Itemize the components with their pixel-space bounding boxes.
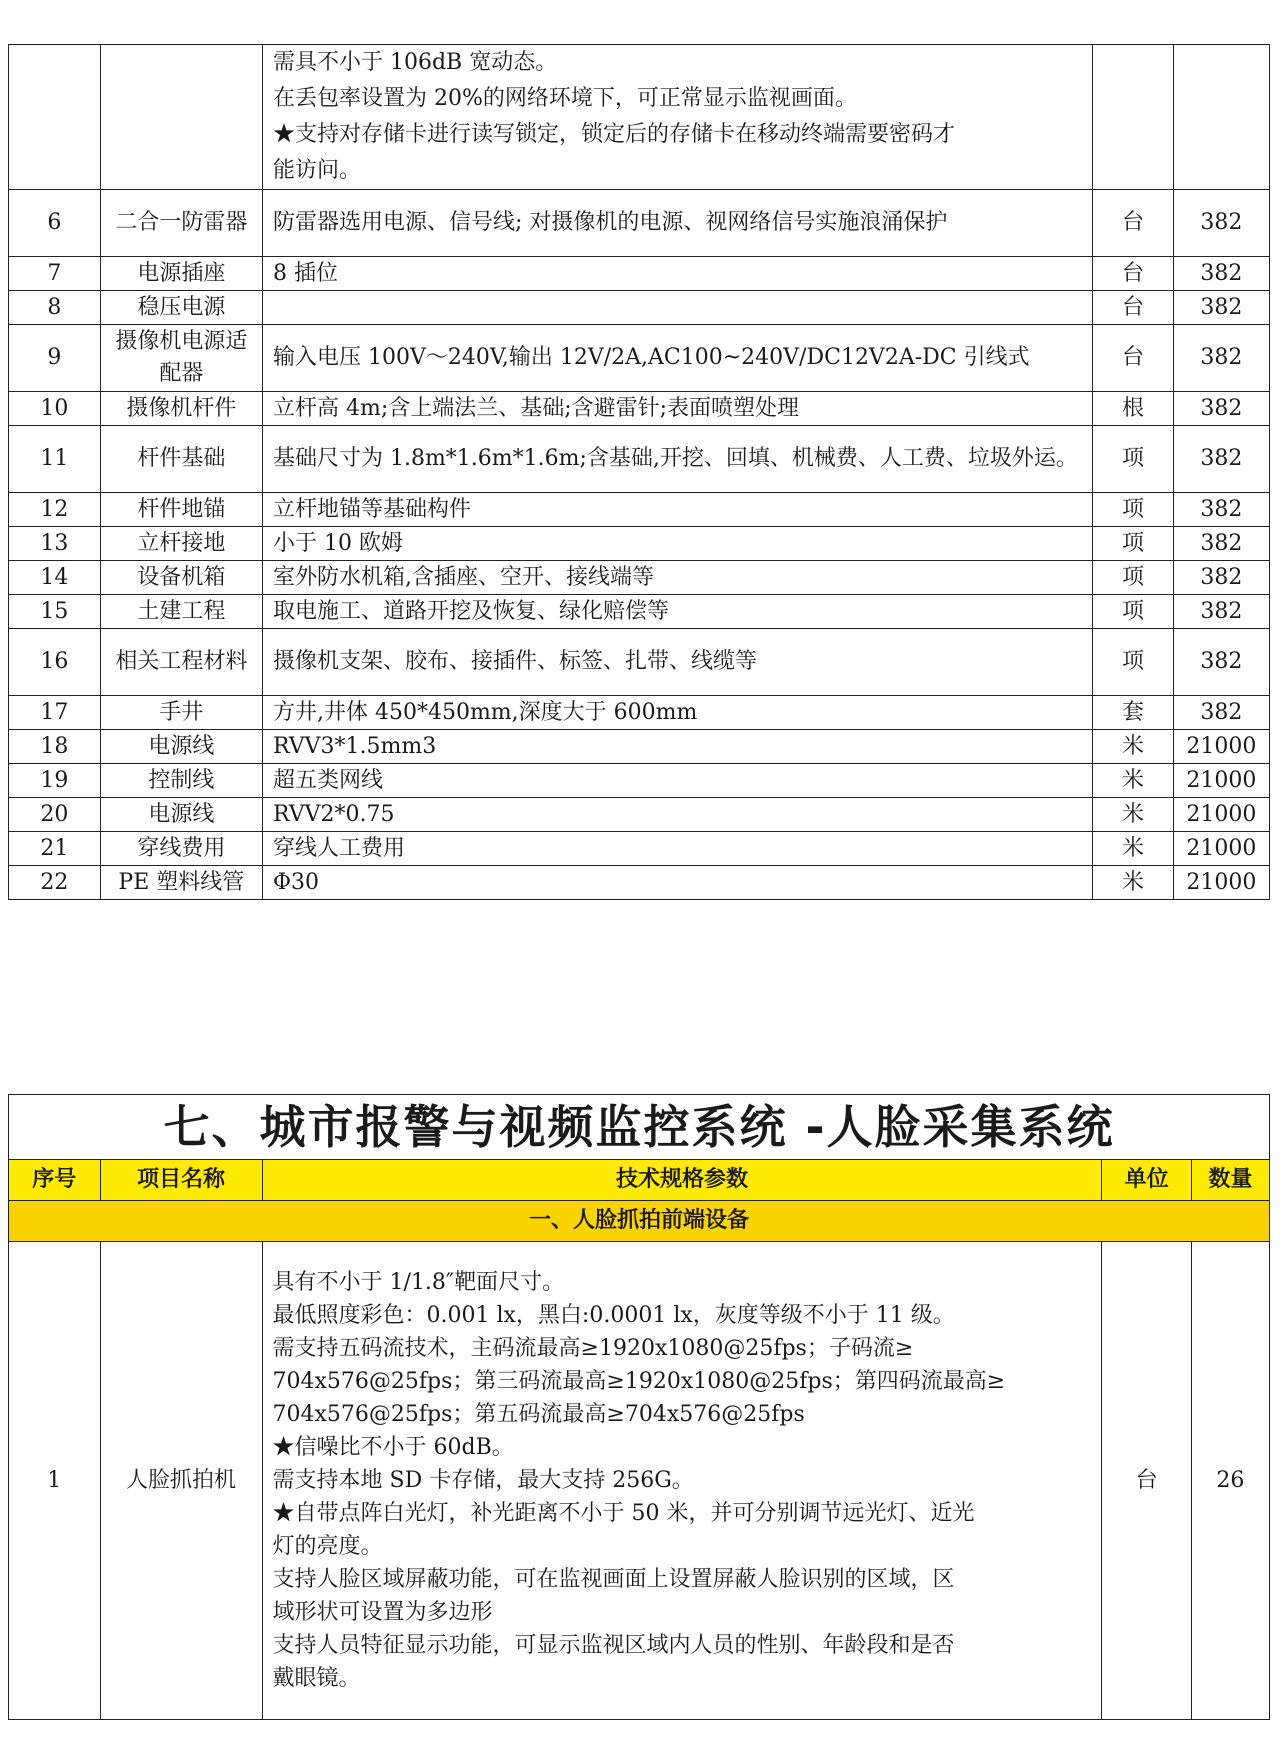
- cell-qty: 26: [1191, 1242, 1269, 1720]
- cell-no: 18: [9, 730, 101, 764]
- spec-line: 需支持本地 SD 卡存储，最大支持 256G。: [272, 1468, 694, 1493]
- cell-unit: 项: [1093, 629, 1174, 696]
- cell-spec: [262, 291, 1092, 325]
- cell-spec: 小于 10 欧姆: [262, 527, 1092, 561]
- cell-qty: 21000: [1173, 832, 1269, 866]
- cell-unit: 米: [1093, 866, 1174, 900]
- cell-no: 12: [9, 493, 101, 527]
- cell-unit: 米: [1093, 798, 1174, 832]
- table-row: [9, 291, 1270, 325]
- spec-line: 能访问。: [272, 158, 361, 183]
- spec-line: 需具不小于 106dB 宽动态。: [272, 50, 558, 75]
- spec-line: 灯的亮度。: [272, 1534, 383, 1559]
- cell-no: 6: [9, 190, 101, 257]
- cell-no: 13: [9, 527, 101, 561]
- cell-unit: 项: [1093, 527, 1174, 561]
- table-row: [9, 190, 1270, 257]
- spec-line: 704x576@25fps；第五码流最高≥704x576@25fps: [272, 1402, 805, 1427]
- subsection-title: 一、人脸抓拍前端设备: [9, 1201, 1270, 1242]
- cell-no: 9: [9, 325, 101, 392]
- cell-unit: 项: [1093, 595, 1174, 629]
- cell-no: 22: [9, 866, 101, 900]
- cell-spec: 方井,井体 450*450mm,深度大于 600mm: [262, 696, 1092, 730]
- cell-qty: 382: [1173, 629, 1269, 696]
- table-row: [9, 1242, 1270, 1720]
- cell-qty: 382: [1173, 561, 1269, 595]
- table-row: [9, 832, 1270, 866]
- cell-name: 穿线费用: [100, 832, 262, 866]
- cell-qty: 382: [1173, 325, 1269, 392]
- cell-qty: 382: [1173, 696, 1269, 730]
- cell-no: 8: [9, 291, 101, 325]
- cell-no: [9, 45, 101, 190]
- cell-name: 立杆接地: [100, 527, 262, 561]
- spec-line: 支持人员特征显示功能，可显示监视区域内人员的性别、年龄段和是否: [272, 1633, 955, 1658]
- cell-name: 杆件地锚: [100, 493, 262, 527]
- cell-no: 7: [9, 257, 101, 291]
- cell-unit: 台: [1093, 257, 1174, 291]
- cell-name: 杆件基础: [100, 426, 262, 493]
- cell-name: 手井: [100, 696, 262, 730]
- cell-name: 稳压电源: [100, 291, 262, 325]
- cell-spec: 超五类网线: [262, 764, 1092, 798]
- cell-unit: 米: [1093, 730, 1174, 764]
- spec-line: 最低照度彩色：0.001 lx，黑白:0.0001 lx，灰度等级不小于 11 级。: [272, 1303, 955, 1328]
- cell-qty: 382: [1173, 527, 1269, 561]
- cell-unit: 台: [1093, 190, 1174, 257]
- cell-name: 相关工程材料: [100, 629, 262, 696]
- table-row: [9, 493, 1270, 527]
- cell-name: 人脸抓拍机: [100, 1242, 262, 1720]
- cell-no: 1: [9, 1242, 101, 1720]
- cell-spec: Φ30: [262, 866, 1092, 900]
- cell-qty: 382: [1173, 595, 1269, 629]
- table-row: [9, 426, 1270, 493]
- cell-spec: [262, 1242, 1102, 1720]
- table-row: [9, 696, 1270, 730]
- cell-spec: 室外防水机箱,含插座、空开、接线端等: [262, 561, 1092, 595]
- cell-unit: 台: [1093, 325, 1174, 392]
- cell-name: 二合一防雷器: [100, 190, 262, 257]
- table-row: [9, 866, 1270, 900]
- cell-no: 17: [9, 696, 101, 730]
- header-spec: 技术规格参数: [262, 1160, 1102, 1201]
- cell-spec: 基础尺寸为 1.8m*1.6m*1.6m;含基础,开挖、回填、机械费、人工费、垃圾外运。: [262, 426, 1092, 493]
- cell-spec: 8 插位: [262, 257, 1092, 291]
- cell-spec: RVV3*1.5mm3: [262, 730, 1092, 764]
- cell-spec: 摄像机支架、胶布、接插件、标签、扎带、线缆等: [262, 629, 1092, 696]
- cell-unit: 台: [1093, 291, 1174, 325]
- subsection-row: [9, 1201, 1270, 1242]
- table-row: [9, 629, 1270, 696]
- cell-qty: 382: [1173, 291, 1269, 325]
- table-row: [9, 527, 1270, 561]
- cell-no: 20: [9, 798, 101, 832]
- cell-no: 15: [9, 595, 101, 629]
- cell-qty: 21000: [1173, 866, 1269, 900]
- cell-name: 电源线: [100, 798, 262, 832]
- equipment-table-continued: [8, 44, 1270, 900]
- cell-name: 控制线: [100, 764, 262, 798]
- table-row-continued: [9, 45, 1270, 190]
- face-capture-system-table: [8, 1094, 1270, 1720]
- cell-unit: 台: [1102, 1242, 1191, 1720]
- cell-no: 21: [9, 832, 101, 866]
- cell-no: 14: [9, 561, 101, 595]
- table-row: [9, 392, 1270, 426]
- cell-spec: 立杆高 4m;含上端法兰、基础;含避雷针;表面喷塑处理: [262, 392, 1092, 426]
- spec-line: 具有不小于 1/1.8″靶面尺寸。: [272, 1270, 565, 1295]
- cell-spec: RVV2*0.75: [262, 798, 1092, 832]
- cell-qty: [1173, 45, 1269, 190]
- cell-qty: 382: [1173, 190, 1269, 257]
- cell-name: 土建工程: [100, 595, 262, 629]
- cell-name: 电源插座: [100, 257, 262, 291]
- cell-no: 11: [9, 426, 101, 493]
- spec-line: 需支持五码流技术，主码流最高≥1920x1080@25fps；子码流≥: [272, 1336, 914, 1361]
- cell-unit: 米: [1093, 832, 1174, 866]
- table-row: [9, 325, 1270, 392]
- spec-line: ★自带点阵白光灯，补光距离不小于 50 米，并可分别调节远光灯、近光: [272, 1501, 975, 1526]
- cell-qty: 382: [1173, 493, 1269, 527]
- cell-spec: 立杆地锚等基础构件: [262, 493, 1092, 527]
- table-row: [9, 798, 1270, 832]
- cell-qty: 21000: [1173, 730, 1269, 764]
- table-row: [9, 561, 1270, 595]
- spec-line: 704x576@25fps；第三码流最高≥1920x1080@25fps；第四码流最高≥: [272, 1369, 1006, 1394]
- cell-spec: 输入电压 100V～240V,输出 12V/2A,AC100~240V/DC12V2A-DC 引线式: [262, 325, 1092, 392]
- table-row: [9, 595, 1270, 629]
- cell-name: PE 塑料线管: [100, 866, 262, 900]
- table-header-row: [9, 1160, 1270, 1201]
- cell-spec: 防雷器选用电源、信号线; 对摄像机的电源、视网络信号实施浪涌保护: [262, 190, 1092, 257]
- cell-qty: 382: [1173, 426, 1269, 493]
- spec-line: 戴眼镜。: [272, 1666, 361, 1691]
- cell-qty: 382: [1173, 392, 1269, 426]
- cell-name: 摄像机杆件: [100, 392, 262, 426]
- table-row: [9, 764, 1270, 798]
- spec-line: 在丢包率设置为 20%的网络环境下，可正常显示监视画面。: [272, 86, 857, 111]
- cell-spec: 穿线人工费用: [262, 832, 1092, 866]
- cell-unit: [1093, 45, 1174, 190]
- header-unit: 单位: [1102, 1160, 1191, 1201]
- cell-spec: [262, 45, 1092, 190]
- cell-unit: 套: [1093, 696, 1174, 730]
- spec-line: 域形状可设置为多边形: [272, 1600, 493, 1625]
- spec-line: ★信噪比不小于 60dB。: [272, 1435, 514, 1460]
- cell-unit: 项: [1093, 426, 1174, 493]
- cell-no: 10: [9, 392, 101, 426]
- cell-unit: 项: [1093, 493, 1174, 527]
- cell-unit: 根: [1093, 392, 1174, 426]
- header-qty: 数量: [1191, 1160, 1269, 1201]
- cell-qty: 382: [1173, 257, 1269, 291]
- cell-qty: 21000: [1173, 798, 1269, 832]
- header-no: 序号: [9, 1160, 101, 1201]
- cell-name: 电源线: [100, 730, 262, 764]
- table-row: [9, 730, 1270, 764]
- cell-no: 16: [9, 629, 101, 696]
- cell-name: [100, 45, 262, 190]
- header-name: 项目名称: [100, 1160, 262, 1201]
- cell-name: 设备机箱: [100, 561, 262, 595]
- cell-name: 摄像机电源适配器: [100, 325, 262, 392]
- cell-spec: 取电施工、道路开挖及恢复、绿化赔偿等: [262, 595, 1092, 629]
- spec-line: 支持人脸区域屏蔽功能，可在监视画面上设置屏蔽人脸识别的区域，区: [272, 1567, 955, 1592]
- section-title: 七、城市报警与视频监控系统 -人脸采集系统: [9, 1095, 1270, 1160]
- table-row: [9, 257, 1270, 291]
- spec-line: ★支持对存储卡进行读写锁定，锁定后的存储卡在移动终端需要密码才: [272, 122, 955, 147]
- cell-unit: 项: [1093, 561, 1174, 595]
- cell-no: 19: [9, 764, 101, 798]
- cell-qty: 21000: [1173, 764, 1269, 798]
- cell-unit: 米: [1093, 764, 1174, 798]
